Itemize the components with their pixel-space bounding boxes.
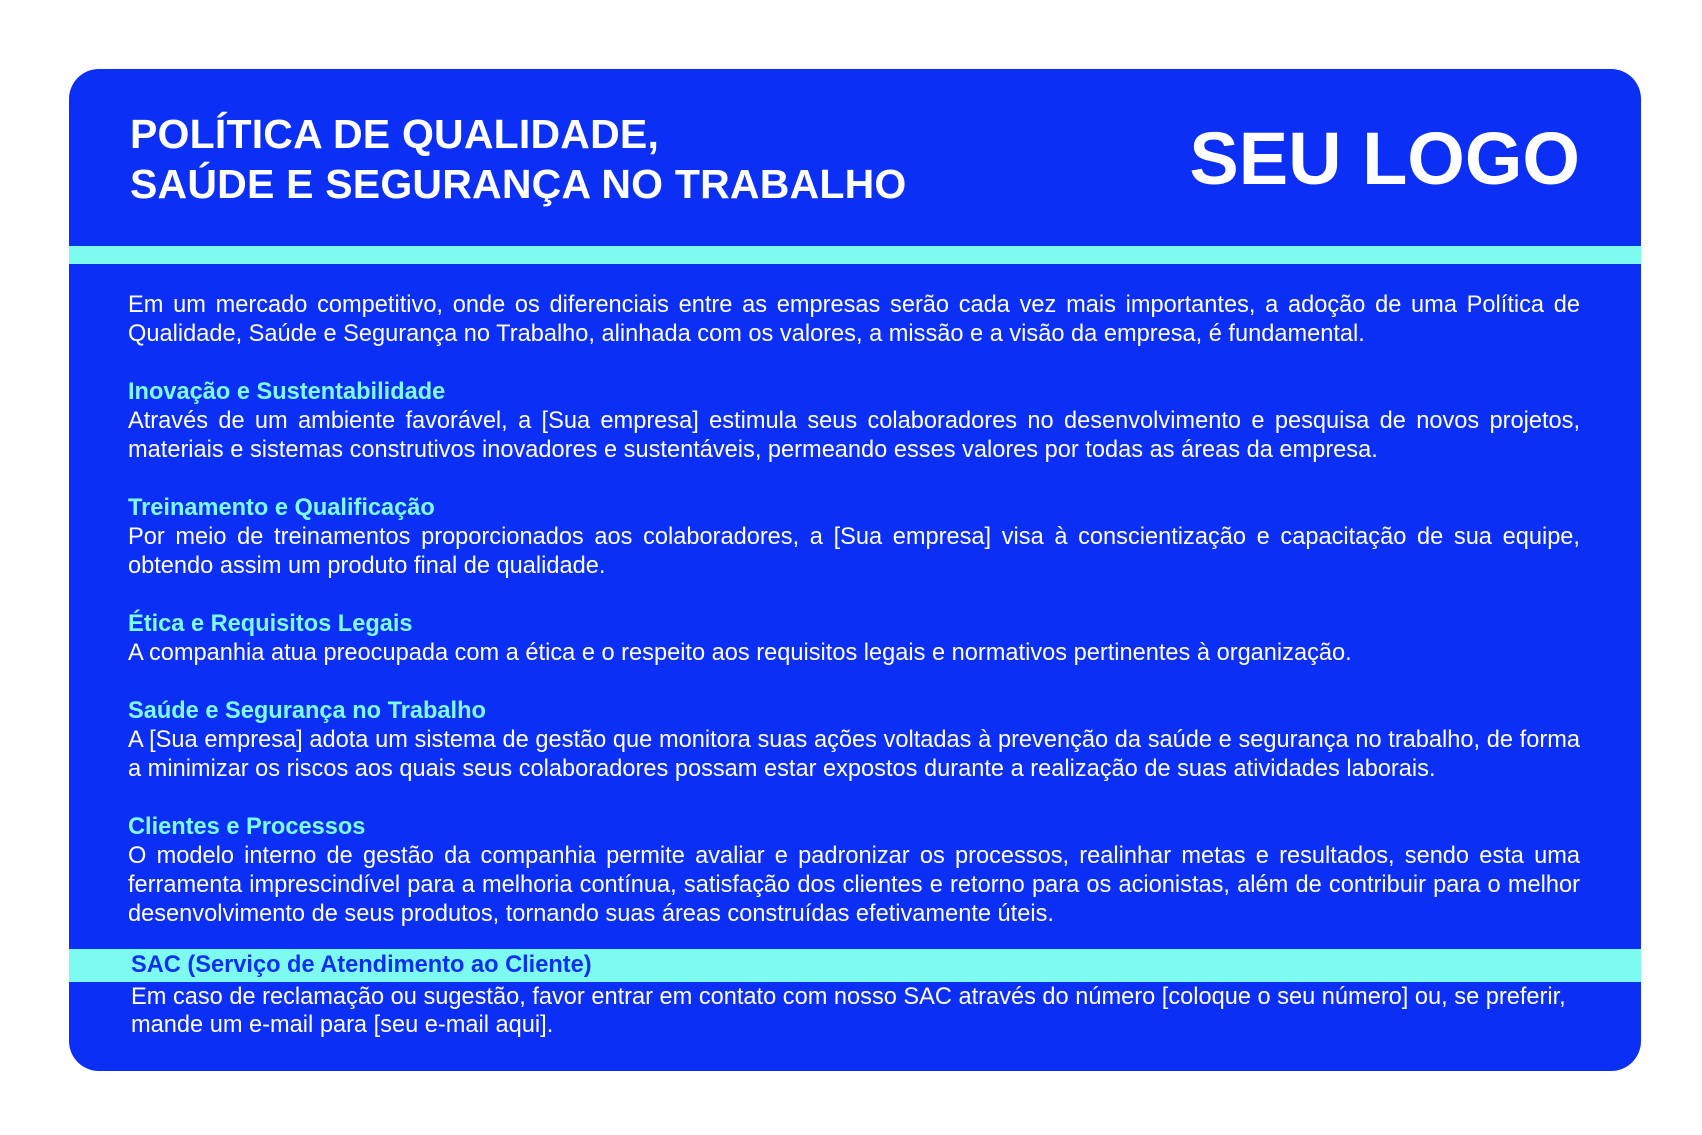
sac-bar <box>69 949 1641 982</box>
title-line-1: POLÍTICA DE QUALIDADE, <box>130 111 660 157</box>
section-text: A [Sua empresa] adota um sistema de gestão que monitora suas ações voltadas à prevenção da saúde e segurança no trabalho, de forma a minimizar os riscos aos quais seus colaboradores possam estar expostos durante a realização de suas atividades laborais. <box>128 727 1580 782</box>
section-clientes <box>128 813 1580 929</box>
section-title: Saúde e Segurança no Trabalho <box>128 698 486 724</box>
section-text: A companhia atua preocupada com a ética e o respeito aos requisitos legais e normativos pertinentes à organização. <box>128 640 1352 666</box>
section-title: Inovação e Sustentabilidade <box>128 379 446 405</box>
accent-divider <box>69 246 1641 264</box>
section-title: Clientes e Processos <box>128 814 366 840</box>
section-text: Através de um ambiente favorável, a [Sua empresa] estimula seus colaboradores no desenvolvimento e pesquisa de novos projetos, materiais e sistemas construtivos inovadores e sustentáveis, permeando esses valores por todas as áreas da empresa. <box>128 408 1580 463</box>
section-text: O modelo interno de gestão da companhia permite avaliar e padronizar os processos, realinhar metas e resultados, sendo esta uma ferramenta imprescindível para a melhoria contínua, satisfação dos clientes e retorno para os acionistas, além de contribuir para o melhor desenvolvimento de seus produtos, tornando suas áreas construídas efetivamente úteis. <box>128 843 1580 927</box>
sac-title: SAC (Serviço de Atendimento ao Cliente) <box>131 952 592 978</box>
page-title <box>130 109 906 209</box>
section-title: Treinamento e Qualificação <box>128 495 435 521</box>
section-inovacao <box>128 378 1580 465</box>
logo-placeholder: SEU LOGO <box>1189 117 1580 200</box>
policy-card <box>69 69 1641 1071</box>
section-etica <box>128 610 1580 668</box>
title-line-2: SAÚDE E SEGURANÇA NO TRABALHO <box>130 161 907 207</box>
section-title: Ética e Requisitos Legais <box>128 611 413 637</box>
section-treinamento <box>128 494 1580 581</box>
section-saude-seguranca <box>128 697 1580 784</box>
intro-paragraph: Em um mercado competitivo, onde os diferenciais entre as empresas serão cada vez mais importantes, a adoção de uma Política de Qualidade, Saúde e Segurança no Trabalho, alinhada com os valores, a missão e a visão da empresa, é fundamental. <box>128 292 1580 347</box>
header <box>69 69 1641 246</box>
section-text: Por meio de treinamentos proporcionados aos colaboradores, a [Sua empresa] visa à conscientização e capacitação de sua equipe, obtendo assim um produto final de qualidade. <box>128 524 1580 579</box>
policy-content <box>128 291 1580 929</box>
sac-text: Em caso de reclamação ou sugestão, favor entrar em contato com nosso SAC através do número [coloque o seu número] ou, se preferir, mande um e-mail para [seu e-mail aqui]. <box>131 984 1566 1038</box>
